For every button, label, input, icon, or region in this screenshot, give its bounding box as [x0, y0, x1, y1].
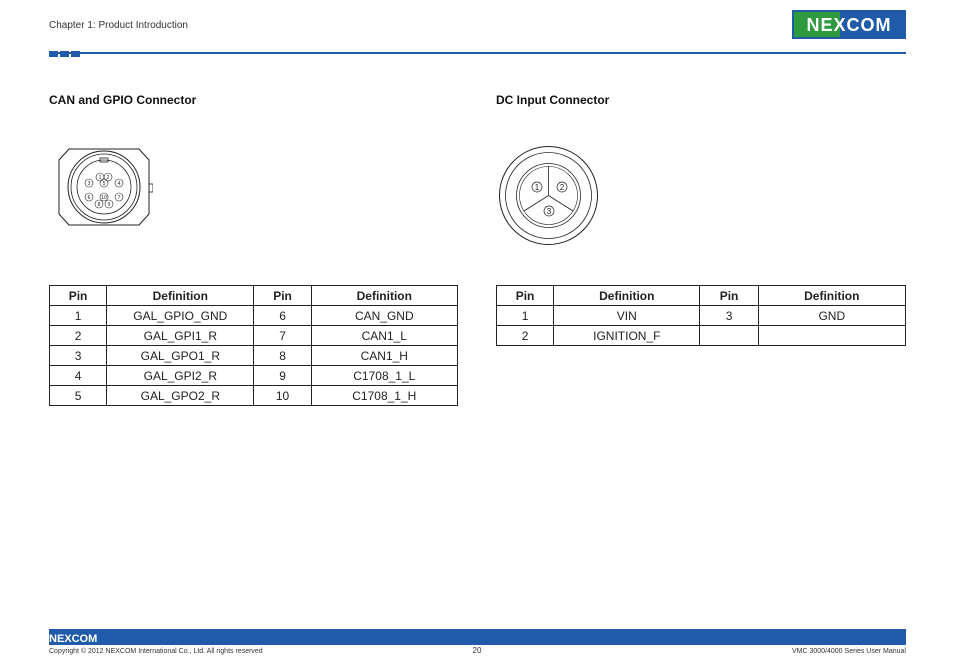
col-header: Pin	[700, 286, 758, 306]
manual-title: VMC 3000/4000 Series User Manual	[791, 648, 906, 655]
svg-text:NEXCOM: NEXCOM	[49, 633, 98, 644]
can-pin-label: 7	[117, 194, 121, 201]
dc-pin-label: 2	[559, 183, 565, 192]
table-cell: GND	[758, 306, 905, 326]
table-cell: GAL_GPO1_R	[107, 346, 254, 366]
col-header: Pin	[50, 286, 107, 306]
col-header: Pin	[497, 286, 554, 306]
table-cell: GAL_GPO2_R	[107, 386, 254, 406]
table-cell: 3	[700, 306, 758, 326]
table-row	[50, 386, 458, 406]
header-squares	[49, 51, 80, 57]
table-cell: CAN1_H	[311, 346, 457, 366]
can-pin-label: 2	[106, 174, 110, 181]
table-row	[497, 326, 906, 346]
can-gpio-pin-table	[49, 285, 458, 406]
col-header: Definition	[554, 286, 700, 306]
table-cell: VIN	[554, 306, 700, 326]
table-cell: IGNITION_F	[554, 326, 700, 346]
page-number: 20	[472, 646, 482, 655]
can-pin-label: 4	[117, 180, 121, 187]
table-header-row	[497, 286, 906, 306]
nexcom-logo	[792, 10, 906, 39]
table-cell: CAN_GND	[311, 306, 457, 326]
can-pin-label: 5	[102, 180, 106, 187]
table-cell: 10	[254, 386, 311, 406]
col-header: Definition	[311, 286, 457, 306]
table-cell: 4	[50, 366, 107, 386]
dc-input-title: DC Input Connector	[496, 93, 610, 107]
table-cell: 7	[254, 326, 311, 346]
can-gpio-title: CAN and GPIO Connector	[49, 93, 197, 107]
footer-bar	[49, 629, 906, 645]
col-header: Pin	[254, 286, 311, 306]
header-rule	[49, 52, 906, 54]
table-cell: 2	[497, 326, 554, 346]
can-gpio-connector-diagram	[55, 148, 153, 226]
can-pin-label: 6	[87, 194, 91, 201]
svg-text:NEXCOM: NEXCOM	[806, 15, 892, 35]
table-row	[50, 306, 458, 326]
can-pin-label: 9	[107, 201, 111, 208]
table-cell: GAL_GPIO_GND	[107, 306, 254, 326]
dc-input-pin-table	[496, 285, 906, 346]
can-pin-label: 1	[98, 174, 102, 181]
table-row	[50, 346, 458, 366]
table-cell: CAN1_L	[311, 326, 457, 346]
dc-pin-label: 3	[546, 207, 552, 216]
chapter-title: Chapter 1: Product Introduction	[49, 20, 188, 31]
table-cell: C1708_1_L	[311, 366, 457, 386]
table-cell: 9	[254, 366, 311, 386]
table-cell: C1708_1_H	[311, 386, 457, 406]
table-cell: GAL_GPI1_R	[107, 326, 254, 346]
table-cell: 5	[50, 386, 107, 406]
table-row	[50, 366, 458, 386]
col-header: Definition	[107, 286, 254, 306]
table-cell: 6	[254, 306, 311, 326]
table-cell: 1	[497, 306, 554, 326]
table-cell	[758, 326, 905, 346]
table-row	[50, 326, 458, 346]
dc-pin-label: 1	[534, 183, 540, 192]
can-pin-label: 3	[87, 180, 91, 187]
table-cell: 3	[50, 346, 107, 366]
footer-nexcom-logo	[49, 631, 109, 644]
table-header-row	[50, 286, 458, 306]
table-cell: 8	[254, 346, 311, 366]
col-header: Definition	[758, 286, 905, 306]
table-row	[497, 306, 906, 326]
table-cell	[700, 326, 758, 346]
can-pin-label: 8	[97, 201, 101, 208]
can-pin-label: 10	[101, 194, 107, 201]
table-cell: 1	[50, 306, 107, 326]
dc-input-connector-diagram	[498, 145, 599, 246]
table-cell: 2	[50, 326, 107, 346]
copyright-text: Copyright © 2012 NEXCOM International Co., Ltd. All rights reserved	[49, 648, 263, 655]
table-cell: GAL_GPI2_R	[107, 366, 254, 386]
